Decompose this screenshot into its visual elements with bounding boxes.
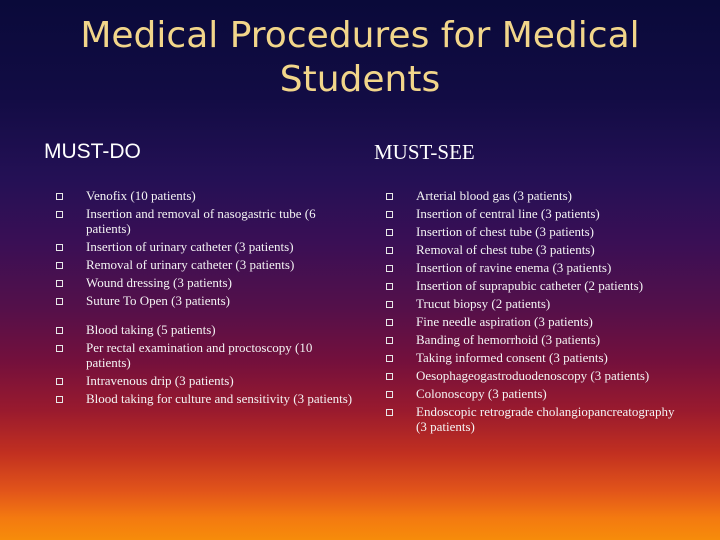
square-bullet-icon [386,337,393,344]
square-bullet-icon [386,211,393,218]
list-item-text: Suture To Open (3 patients) [86,293,230,308]
list-item-text: Insertion of chest tube (3 patients) [416,224,594,239]
list-item [384,278,684,293]
list-item-text: Venofix (10 patients) [86,188,196,203]
list-item-text: Arterial blood gas (3 patients) [416,188,572,203]
square-bullet-icon [386,265,393,272]
list-item [384,368,684,383]
list-item [54,340,354,370]
square-bullet-icon [386,409,393,416]
list-item-text: Banding of hemorrhoid (3 patients) [416,332,601,347]
list-item-text: Insertion of urinary catheter (3 patients) [86,239,294,254]
list-item-text: Insertion of suprapubic catheter (2 patients) [416,278,644,293]
list-item-text: Fine needle aspiration (3 patients) [416,314,593,329]
list-item-text: Colonoscopy (3 patients) [416,386,547,401]
list-item [54,322,354,337]
square-bullet-icon [56,244,63,251]
list-item [384,188,684,203]
square-bullet-icon [56,396,63,403]
square-bullet-icon [56,280,63,287]
square-bullet-icon [386,355,393,362]
square-bullet-icon [386,283,393,290]
list-item-text: Blood taking for culture and sensitivity (3 patients) [86,391,353,406]
list-item-text: Insertion of ravine enema (3 patients) [416,260,612,275]
square-bullet-icon [386,301,393,308]
must-do-list [54,188,354,409]
list-item-text: Insertion and removal of nasogastric tube (6 patients) [86,206,316,236]
must-see-heading: MUST-SEE [374,140,475,164]
square-bullet-icon [386,247,393,254]
square-bullet-icon [56,378,63,385]
list-item [384,206,684,221]
slide-title: Medical Procedures for Medical Students [80,15,640,100]
list-item-text: Blood taking (5 patients) [86,322,216,337]
list-item [384,296,684,311]
square-bullet-icon [56,211,63,218]
must-see-list [384,188,684,437]
list-item-text: Insertion of central line (3 patients) [416,206,600,221]
list-item-text: Per rectal examination and proctoscopy (10 patients) [86,340,313,370]
list-item-text: Oesophageogastroduodenoscopy (3 patients) [416,368,650,383]
list-item-text: Intravenous drip (3 patients) [86,373,234,388]
list-item [384,314,684,329]
square-bullet-icon [386,193,393,200]
list-item [384,224,684,239]
list-item [54,293,354,308]
list-item [54,239,354,254]
square-bullet-icon [56,327,63,334]
list-item [54,373,354,388]
list-item-text: Trucut biopsy (2 patients) [416,296,551,311]
square-bullet-icon [386,391,393,398]
square-bullet-icon [56,298,63,305]
list-item-text: Removal of chest tube (3 patients) [416,242,595,257]
square-bullet-icon [56,262,63,269]
list-item [54,188,354,203]
must-do-heading: MUST-DO [44,140,141,163]
list-item [384,350,684,365]
list-item [54,275,354,290]
list-item [384,242,684,257]
list-item-text: Endoscopic retrograde cholangiopancreatography (3 patients) [416,404,675,434]
list-item-text: Wound dressing (3 patients) [86,275,232,290]
list-item-text: Removal of urinary catheter (3 patients) [86,257,295,272]
list-item [54,391,354,406]
square-bullet-icon [56,193,63,200]
list-item [384,386,684,401]
list-item [54,257,354,272]
square-bullet-icon [386,229,393,236]
list-item [384,404,684,434]
square-bullet-icon [386,373,393,380]
list-item-text: Taking informed consent (3 patients) [416,350,608,365]
list-item [384,332,684,347]
list-item [384,260,684,275]
list-item [54,206,354,236]
square-bullet-icon [386,319,393,326]
square-bullet-icon [56,345,63,352]
